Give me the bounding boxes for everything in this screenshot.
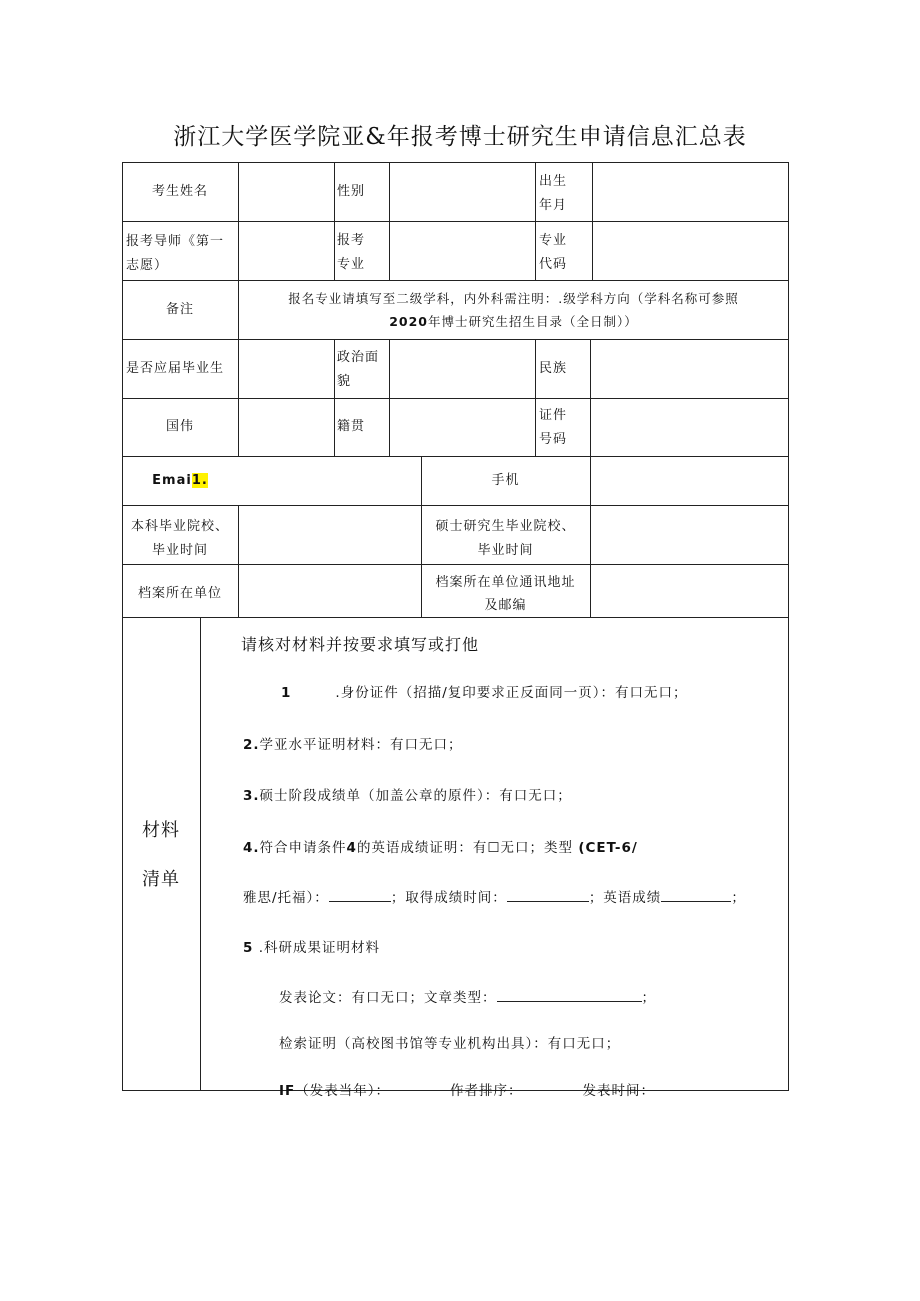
material-item-1 — [281, 681, 688, 701]
item5-number: 5 — [243, 940, 254, 956]
item3-number: 3. — [243, 788, 260, 804]
item4-line2-b: ；取得成绩时间： — [390, 890, 507, 906]
item5-author: 作者排序： — [450, 1083, 523, 1099]
code-label-line2: 代码 — [539, 257, 568, 272]
fresh-grad-label: 是否应届毕业生 — [126, 361, 225, 376]
major-label-line1: 报考 — [337, 233, 366, 248]
item2-text: 学亚水平证明材料：有口无口； — [259, 737, 463, 753]
name-label: 考生姓名 — [151, 184, 208, 199]
archive-address-label-line2: 及邮编 — [484, 598, 527, 613]
major-field[interactable] — [390, 222, 535, 280]
native-place-field[interactable] — [390, 399, 535, 456]
item5-text: .科研成果证明材料 — [258, 940, 380, 956]
archive-field[interactable] — [239, 565, 421, 617]
fresh-grad-field[interactable] — [239, 340, 334, 398]
material-item-2 — [243, 733, 463, 753]
item5-search-line: 检索证明（高校图书馆等专业机构出具）：有口无口； — [279, 1036, 621, 1052]
id-label-line2: 号码 — [539, 432, 568, 447]
material-item-3 — [243, 784, 572, 804]
political-label-line2: 貌 — [337, 374, 352, 389]
item4-blank-time[interactable] — [507, 889, 589, 902]
item5-paper-line — [279, 986, 656, 1006]
item5-paper-b: ； — [641, 990, 656, 1006]
email-label-main: Emai — [152, 473, 192, 488]
item5-if-text: （发表当年）： — [295, 1083, 390, 1099]
advisor-field[interactable] — [239, 222, 334, 280]
email-field[interactable] — [239, 457, 421, 505]
birth-field[interactable] — [593, 163, 788, 221]
advisor-label-line1: 报考导师《第一 — [126, 234, 225, 249]
item4-number: 4. — [243, 840, 260, 856]
item2-number: 2. — [243, 737, 260, 753]
materials-label-line2: 清单 — [142, 869, 180, 890]
material-item-4 — [243, 836, 638, 856]
item4-type: (CET-6/ — [578, 840, 638, 856]
material-item-5 — [243, 936, 380, 956]
gender-label: 性别 — [337, 184, 366, 199]
id-label-line1: 证件 — [539, 408, 568, 423]
remark-text-line1: 报名专业请填写至二级学科，内外科需注明：.级学科方向（学科名称可参照 — [288, 291, 739, 306]
item4-text-a: 符合申请条件 — [259, 840, 347, 856]
materials-heading: 请核对材料并按要求填写或打他 — [241, 635, 480, 654]
archive-address-label-line1: 档案所在单位通讯地址 — [435, 575, 576, 590]
item4-line2-a: 雅思/托福）： — [243, 890, 329, 906]
master-label-line2: 毕业时间 — [477, 543, 534, 558]
materials-label-line1: 材料 — [142, 820, 180, 841]
item3-text: 硕士阶段成绩单（加盖公章的原件）：有口无口； — [259, 788, 572, 804]
item5-if-line — [279, 1079, 655, 1099]
item4-line2-d: ； — [731, 890, 746, 906]
undergrad-label-line1: 本科毕业院校、 — [130, 519, 229, 534]
phone-field[interactable] — [591, 457, 788, 505]
item4-blank-score[interactable] — [661, 889, 731, 902]
remark-label: 备注 — [165, 302, 194, 317]
materials-list — [201, 618, 788, 1099]
item1-text: .身份证件（招描/复印要求正反面同一页）：有口无口； — [335, 685, 688, 701]
nationality-label: 国伟 — [165, 419, 194, 434]
item4-text-b: 的英语成绩证明：有☐无口；类型 — [356, 840, 574, 856]
item5-blank-article-type[interactable] — [497, 989, 642, 1002]
advisor-label-line2: 志愿） — [126, 258, 169, 273]
page-title: 浙江大学医学院亚&年报考博士研究生申请信息汇总表 — [173, 124, 747, 150]
master-label-line1: 硕士研究生毕业院校、 — [435, 519, 576, 534]
item5-time: 发表时间： — [582, 1083, 655, 1099]
master-field[interactable] — [591, 506, 788, 564]
ethnicity-field[interactable] — [591, 340, 788, 398]
remark-text-line2-rest: 年博士研究生招生目录（全日制）） — [428, 314, 638, 329]
phone-label: 手机 — [491, 473, 520, 488]
political-field[interactable] — [390, 340, 535, 398]
id-number-field[interactable] — [591, 399, 788, 456]
remark-year: 2020 — [389, 314, 429, 329]
email-label — [122, 469, 238, 493]
undergrad-field[interactable] — [239, 506, 421, 564]
item4-blank-type[interactable] — [329, 889, 391, 902]
item4-inner-number: 4 — [346, 840, 357, 856]
email-label-highlight: 1. — [191, 473, 208, 488]
item1-number: 1 — [281, 685, 292, 701]
archive-label: 档案所在单位 — [137, 586, 222, 601]
code-label-line1: 专业 — [539, 233, 568, 248]
item4-line2-c: ；英语成绩 — [588, 890, 662, 906]
material-item-4-line2 — [243, 886, 746, 906]
ethnicity-label: 民族 — [539, 361, 568, 376]
birth-label-line1: 出生 — [539, 174, 568, 189]
nationality-field[interactable] — [239, 399, 334, 456]
major-label-line2: 专业 — [337, 257, 366, 272]
item5-if-label: IF — [279, 1083, 296, 1099]
undergrad-label-line2: 毕业时间 — [151, 543, 208, 558]
code-field[interactable] — [593, 222, 788, 280]
birth-label-line2: 年月 — [539, 198, 568, 213]
remark-text-line2 — [239, 310, 788, 334]
native-place-label: 籍贯 — [337, 419, 366, 434]
gender-field[interactable] — [390, 163, 535, 221]
name-field[interactable] — [239, 163, 334, 221]
item5-paper-a: 发表论文：有口无口；文章类型： — [279, 990, 497, 1006]
archive-address-field[interactable] — [591, 565, 788, 617]
political-label-line1: 政治面 — [337, 350, 380, 365]
